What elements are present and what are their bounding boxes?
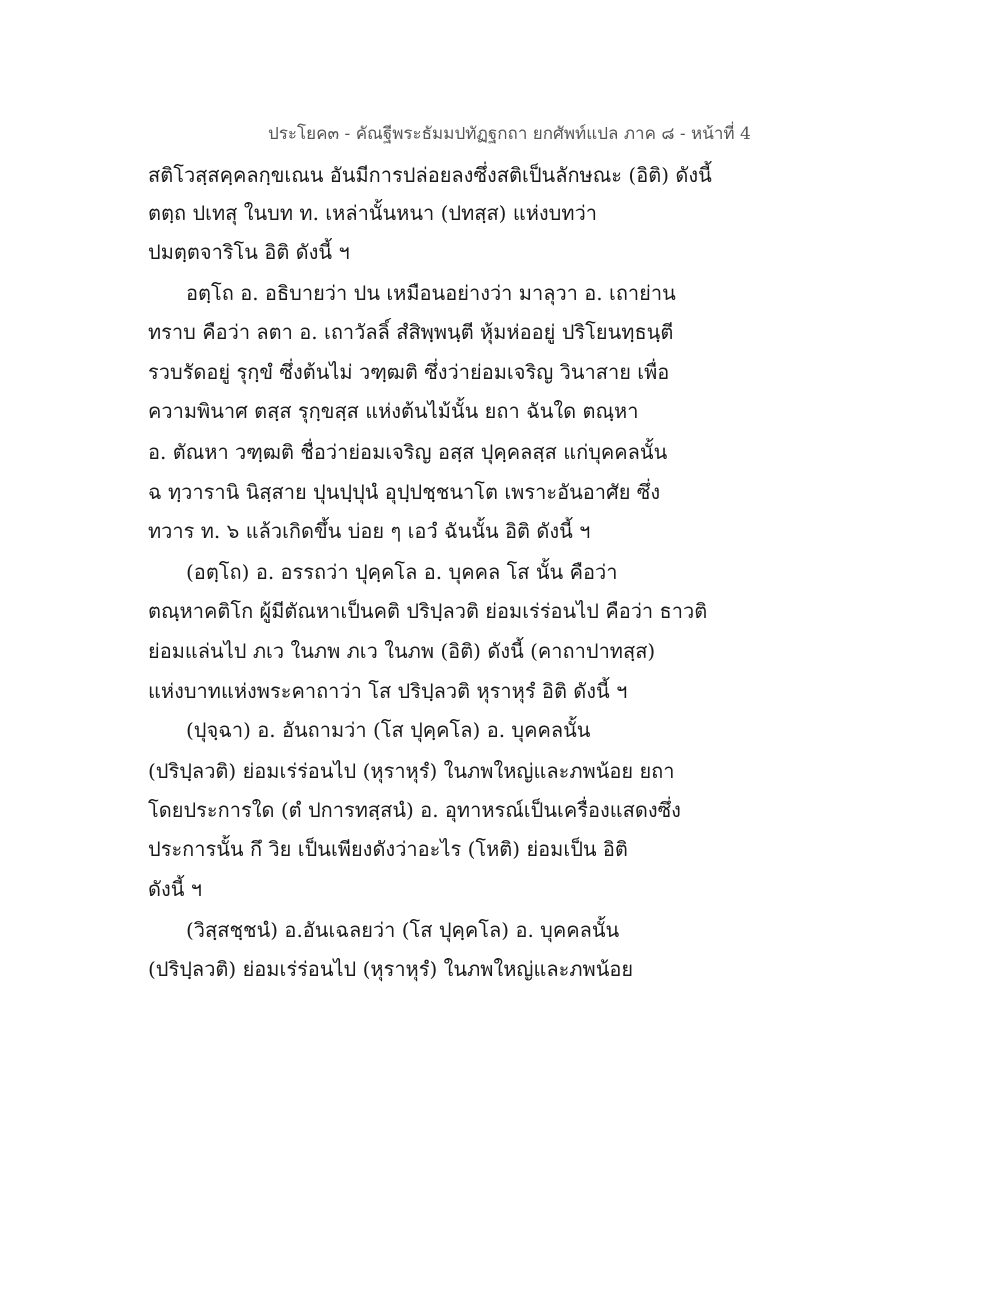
text-line: ประการนั้น กึ วิย เป็นเพียงดังว่าอะไร (โหติ) ย่อมเป็น อิติ <box>148 837 628 861</box>
text-line: โดยประการใด (ตํ ปการทสฺสนํ) อ. อุทาหรณ์เป็นเครื่องแสดงซึ่ง <box>148 798 681 822</box>
text-line: (อตฺโถ) อ. อรรถว่า ปุคฺคโล อ. บุคคล โส นั้น คือว่า <box>186 560 618 584</box>
text-line: (ปริปฺลวติ) ย่อมเร่ร่อนไป (หุราหุรํ) ในภพใหญ่และภพน้อย ยถา <box>148 759 675 783</box>
text-line: อ. ตัณหา วฑฺฒติ ชื่อว่าย่อมเจริญ อสฺส ปุคฺคลสฺส แก่บุคคลนั้น <box>148 440 668 464</box>
text-line: (ปริปฺลวติ) ย่อมเร่ร่อนไป (หุราหุรํ) ในภพใหญ่และภพน้อย <box>148 957 634 981</box>
text-line: ทวาร ท. ๖ แล้วเกิดขึ้น บ่อย ๆ เอวํ ฉันนั้น อิติ ดังนี้ ฯ <box>148 519 591 543</box>
text-line: ปมตฺตจาริโน อิติ ดังนี้ ฯ <box>148 240 350 264</box>
text-line: อตฺโถ อ. อธิบายว่า ปน เหมือนอย่างว่า มาลุวา อ. เถาย่าน <box>186 281 676 305</box>
text-line: ตตฺถ ปเทสุ ในบท ท. เหล่านั้นหนา (ปทสฺส) แห่งบทว่า <box>148 201 598 225</box>
text-line: ดังนี้ ฯ <box>148 877 203 901</box>
text-line: ความพินาศ ตสฺส รุกฺขสฺส แห่งต้นไม้นั้น ยถา ฉันใด ตณฺหา <box>148 399 639 423</box>
text-line: (วิสฺสชฺชนํ) อ.อันเฉลยว่า (โส ปุคฺคโล) อ. บุคคลนั้น <box>186 918 620 942</box>
text-line: ย่อมแล่นไป ภเว ในภพ ภเว ในภพ (อิติ) ดังนี้ (คาถาปาทสฺส) <box>148 639 656 663</box>
text-line: รวบรัดอยู่ รุกฺขํ ซึ่งต้นไม่ วฑฺฒติ ซึ่งว่าย่อมเจริญ วินาสาย เพื่อ <box>148 360 670 384</box>
text-line: ทราบ คือว่า ลตา อ. เถาวัลลิ์ สํสิพฺพนฺตี หุ้มห่ออยู่ ปริโยนทฺธนฺตี <box>148 320 674 344</box>
text-line: (ปุจฺฉา) อ. อันถามว่า (โส ปุคฺคโล) อ. บุคคลนั้น <box>186 718 591 742</box>
text-line: แห่งบาทแห่งพระคาถาว่า โส ปริปฺลวติ หุราหุรํ อิติ ดังนี้ ฯ <box>148 679 628 703</box>
page-header: ประโยค๓ - คัณฐีพระธัมมปทัฏฐกถา ยกศัพท์แปล ภาค ๘ - หน้าที่ 4 <box>268 124 751 144</box>
text-line: ตณฺหาคติโก ผู้มีตัณหาเป็นคติ ปริปฺลวติ ย่อมเร่ร่อนไป คือว่า ธาวติ <box>148 599 708 623</box>
text-line: สติโวสฺสคฺคลกฺขเณน อันมีการปล่อยลงซึ่งสติเป็นลักษณะ (อิติ) ดังนี้ <box>148 163 712 187</box>
text-line: ฉ ทฺวารานิ นิสฺสาย ปุนปฺปุนํ อุปฺปชฺชนาโต เพราะอันอาศัย ซึ่ง <box>148 480 661 504</box>
